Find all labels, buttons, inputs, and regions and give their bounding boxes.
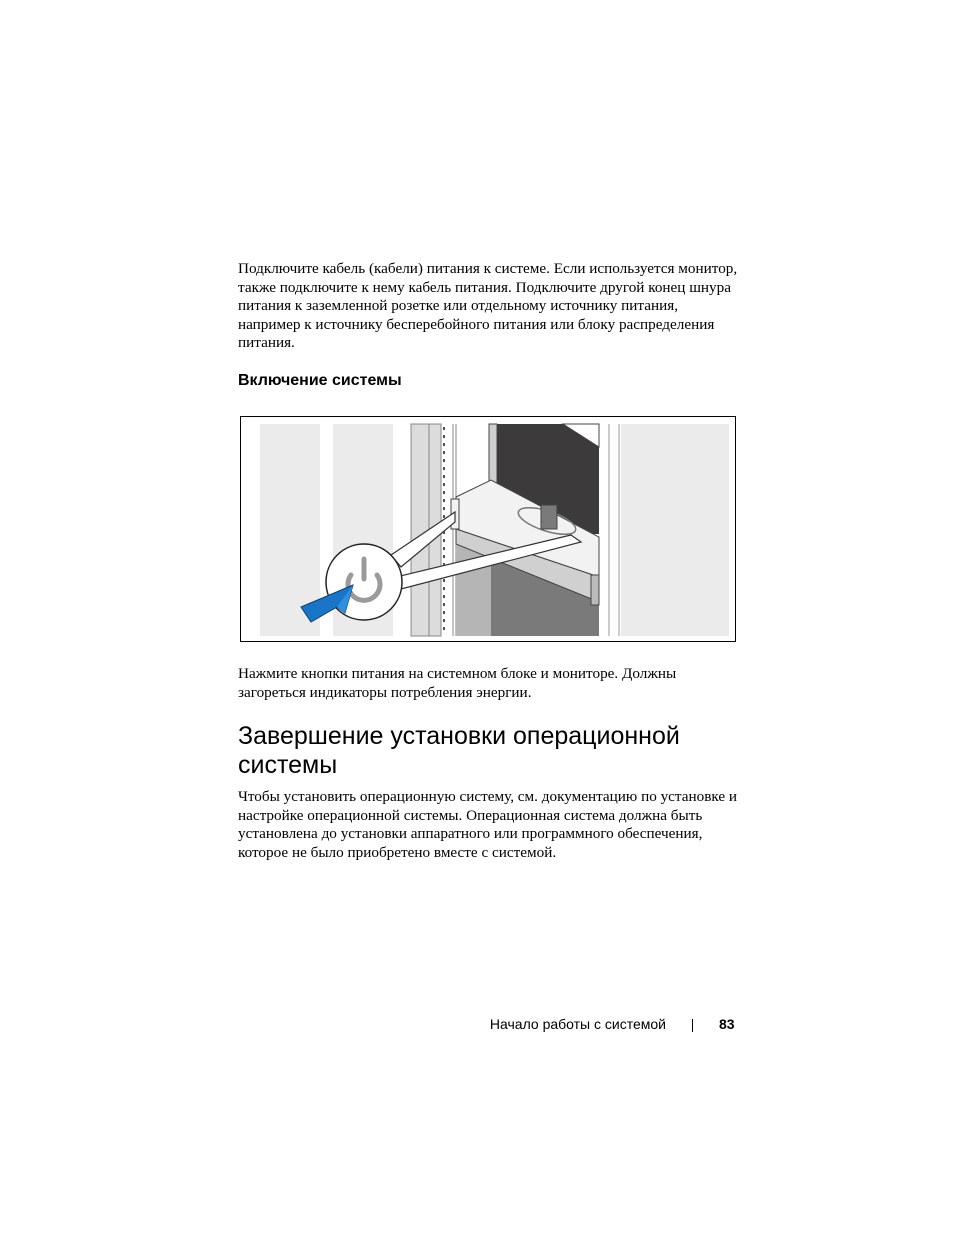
os-installation-paragraph: Чтобы установить операционную систему, см. документацию по установке и настройке операционной системы. Операционная система должна быть установлена до установки аппаратного или программного обеспечения, которое не было приобретено вместе с системой. — [238, 788, 738, 861]
rack-server-illustration — [241, 417, 735, 641]
magnified-power-button[interactable] — [326, 544, 402, 620]
footer-separator — [692, 1019, 693, 1032]
os-installation-heading: Завершение установки операционной системы — [238, 722, 680, 779]
rack-panel-right — [621, 424, 729, 636]
intro-paragraph: Подключите кабель (кабели) питания к системе. Если используется монитор, также подключите к нему кабель питания. Подключите другой конец шнура питания к заземленной розетке или отдельному источнику питания, например к источнику бесперебойного питания или блоку распределения питания. — [238, 260, 738, 352]
power-on-heading: Включение системы — [238, 372, 402, 389]
power-on-illustration — [240, 416, 736, 642]
power-on-paragraph: Нажмите кнопки питания на системном блоке и мониторе. Должны загореться индикаторы потребления энергии. — [238, 665, 677, 701]
page-number: 83 — [719, 1016, 735, 1032]
footer-section-title: Начало работы с системой — [489, 1016, 666, 1032]
